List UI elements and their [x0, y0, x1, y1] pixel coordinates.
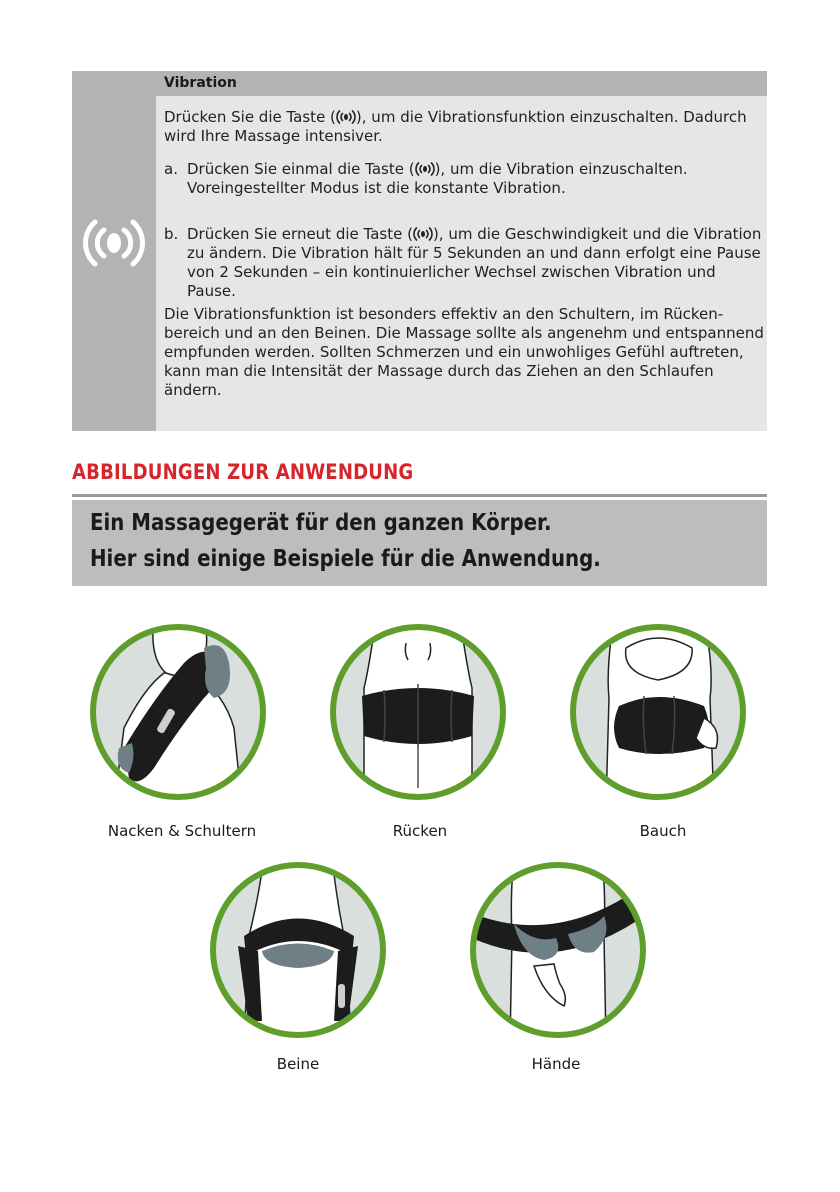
- banner-line-1: Ein Massagegerät für den ganzen Körper.: [90, 510, 552, 536]
- vibration-step-a: a. Drücken Sie einmal die Taste ( ), um die Vibration einzuschalten. Voreingestellter Modus ist die konstante Vibration.: [164, 160, 688, 197]
- caption-hands: Hände: [531, 1055, 581, 1073]
- vibration-icon: [413, 226, 433, 242]
- illustration-belly: [564, 618, 752, 806]
- caption-legs: Beine: [276, 1055, 320, 1073]
- vibration-icon: [336, 109, 356, 125]
- vibration-table: [72, 71, 767, 431]
- illustration-back: [324, 618, 512, 806]
- vibration-icon: [415, 161, 435, 177]
- section-divider: [72, 494, 767, 497]
- vibration-note: Die Vibrationsfunktion ist besonders effektiv an den Schultern, im Rücken-bereich und an den Beinen. Die Massage sollte als angenehm und entspannend empfunden werden. Sollten Schmerzen und ein unwohliges Gefühl auftreten, kann man die Intensität der Massage durch das Ziehen an den Schlaufen ändern.: [164, 305, 764, 399]
- vibration-title: Vibration: [164, 75, 237, 91]
- icon-column: [72, 71, 156, 431]
- vibration-icon: [82, 211, 146, 275]
- caption-back: Rücken: [392, 822, 448, 840]
- section-title: ABBILDUNGEN ZUR ANWENDUNG: [72, 460, 414, 484]
- vibration-header: [156, 71, 767, 96]
- vibration-step-b: b. Drücken Sie erneut die Taste ( ), um die Geschwindigkeit und die Vibration zu ändern. Die Vibration hält für 5 Sekunden an und dann erfolgt eine Pause von 2 Sekunden – ein kontinuierlicher Wechsel zwischen Vibration und Pause.: [164, 225, 762, 300]
- vibration-description: [164, 108, 764, 400]
- illustration-hands: [464, 856, 652, 1044]
- illustration-legs: [204, 856, 392, 1044]
- banner-line-2: Hier sind einige Beispiele für die Anwendung.: [90, 546, 601, 572]
- vibration-intro: Drücken Sie die Taste ( ), um die Vibrationsfunktion einzuschalten. Dadurch wird Ihre Massage intensiver.: [164, 108, 747, 145]
- caption-belly: Bauch: [639, 822, 687, 840]
- banner: [72, 500, 767, 586]
- illustration-neck-shoulders: [84, 618, 272, 806]
- caption-neck-shoulders: Nacken & Schultern: [107, 822, 257, 840]
